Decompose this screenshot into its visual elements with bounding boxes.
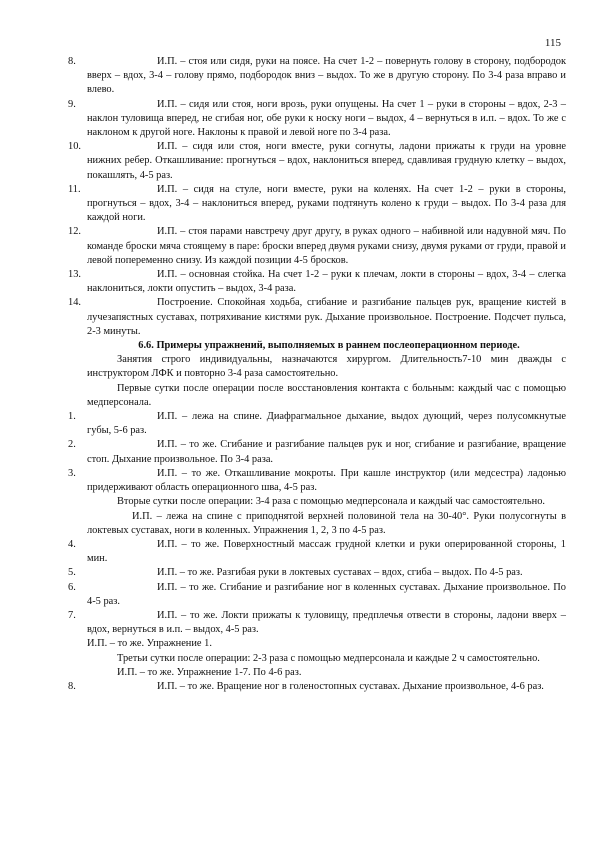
item-number: 2. <box>68 439 76 451</box>
exercise-item <box>68 410 566 438</box>
item-text: И.П. – то же. Поверхностный массаж грудной клетки и руки оперированной стороны, 1 мин. <box>87 538 566 565</box>
exercise-item <box>68 680 566 694</box>
exercise-item <box>68 55 566 98</box>
exercise-item <box>68 438 566 466</box>
item-text: И.П. – то же. Откашливание мокроты. При кашле инструктор (или медсестра) ладонью придерживают область операционного шва, 4-5 раз. <box>87 467 566 494</box>
section-heading: 6.6. Примеры упражнений, выполняемых в раннем послеоперационном периоде. <box>138 340 520 352</box>
paragraph: И.П. – то же. Упражнение 1-7. По 4-6 раз. <box>117 666 302 678</box>
exercise-item <box>68 538 566 566</box>
item-number: 8. <box>68 680 76 692</box>
item-number: 4. <box>68 538 76 550</box>
exercise-item <box>68 268 566 296</box>
item-text: И.П. – стоя или сидя, руки на поясе. На счет 1-2 – повернуть голову в сторону, подбородок вверх – вдох, 3-4 – голову прямо, подбородок вниз – выдох. То же в другую сторону. По 3-4 раза вправо и влево. <box>87 56 566 96</box>
item-text: И.П. – то же. Локти прижаты к туловищу, предплечья отвести в стороны, ладони вверх – вдох, вернуться в и.п. – выдох, 4-5 раз. <box>87 609 566 636</box>
item-number: 12. <box>68 226 81 238</box>
item-text: И.П. – сидя на стуле, ноги вместе, руки на коленях. На счет 1-2 – руки в стороны, прогнуться – вдох, 3-4 – наклониться вперед, руками подтянуть колено к груди – выдох. По 3-4 раза для каждой ноги. <box>87 183 566 224</box>
item-number: 6. <box>68 581 76 593</box>
item-number: 13. <box>68 269 81 281</box>
exercise-item <box>68 467 566 495</box>
exercise-item <box>68 183 566 226</box>
item-number: 3. <box>68 467 76 479</box>
exercise-item <box>68 609 566 637</box>
exercise-item <box>68 140 566 183</box>
paragraph: Занятия строго индивидуальны, назначаются хирургом. Длительность7-10 мин дважды с инструктором ЛФК и повторно 3-4 раза самостоятельно. <box>87 354 566 380</box>
item-number: 1. <box>68 411 76 423</box>
paragraph: И.П. – то же. Упражнение 1. <box>87 638 212 650</box>
item-text: И.П. – сидя или стоя, ноги вместе, руки согнуты, ладони прижаты к груди на уровне нижних ребер. Откашливание: прогнуться – вдох, наклониться вперед, сдавливая грудную клетку – выдох, покашлять, 4-5 раз. <box>87 141 566 181</box>
exercise-item <box>68 296 566 339</box>
exercise-item <box>68 581 566 609</box>
item-text: И.П. – основная стойка. На счет 1-2 – руки к плечам, локти в стороны – вдох, 3-4 – слегка наклониться, локти опустить – выдох, 3-4 раза. <box>87 269 566 295</box>
page-number: 115 <box>544 37 561 49</box>
paragraph: Вторые сутки после операции: 3-4 раза с помощью медперсонала и каждый час самостоятельно. <box>117 496 545 508</box>
exercise-item <box>68 566 566 580</box>
item-text: И.П. – то же. Сгибание и разгибание пальцев рук и ног, сгибание и разгибание, вращение стоп. Дыхание произвольное. По 3-4 раза. <box>87 439 566 465</box>
item-text: И.П. – сидя или стоя, ноги врозь, руки опущены. На счет 1 – руки в стороны – вдох, 2-3 – наклон туловища вперед, не сгибая ног, обе руки к носку ноги – выдох, 4 – вернуться в и.п. – вдох. То же с наклоном к другой ноге. Наклоны к правой и левой ноге по 3-4 раза. <box>87 98 566 139</box>
document-body <box>68 55 566 694</box>
paragraph: Третьи сутки после операции: 2-3 раза с помощью медперсонала и каждые 2 ч самостоятельно. <box>117 652 540 664</box>
item-text: Построение. Спокойная ходьба, сгибание и разгибание пальцев рук, вращение кистей в лучезапястных суставах, потряхивание кистями рук. Дыхание произвольное. Построение. Подсчет пульса, 2-3 минуты. <box>87 297 566 337</box>
item-number: 10. <box>68 141 81 153</box>
item-text: И.П. – то же. Разгибая руки в локтевых суставах – вдох, сгиба – выдох. По 4-5 раз. <box>157 567 523 579</box>
exercise-item <box>68 225 566 268</box>
item-number: 14. <box>68 297 81 309</box>
paragraph: И.П. – лежа на спине с приподнятой верхней половиной тела на 30-40°. Руки полусогнуты в локтевых суставах, ноги в коленных. Упражнения 1, 2, 3 по 4-5 раз. <box>87 510 566 536</box>
paragraph: Первые сутки после операции после восстановления контакта с больным: каждый час с помощью медперсонала. <box>87 382 566 408</box>
item-number: 8. <box>68 56 76 67</box>
item-number: 11. <box>68 183 81 195</box>
item-number: 5. <box>68 567 76 579</box>
item-text: И.П. – то же. Вращение ног в голеностопных суставах. Дыхание произвольное, 4-6 раз. <box>157 680 544 692</box>
item-text: И.П. – лежа на спине. Диафрагмальное дыхание, выдох дующий, через полусомкнутые губы, 5-6 раз. <box>87 411 566 437</box>
item-text: И.П. – стоя парами навстречу друг другу, в руках одного – набивной или надувной мяч. По команде броски мяча стоящему в паре: броски вперед двумя руками снизу, двумя руками от груди, правой и левой попеременно снизу. Из каждой позиции 4-5 бросков. <box>87 226 566 266</box>
item-number: 7. <box>68 609 76 621</box>
item-number: 9. <box>68 98 76 110</box>
item-text: И.П. – то же. Сгибание и разгибание ног в коленных суставах. Дыхание произвольное. По 4-5 раз. <box>87 581 566 607</box>
exercise-item <box>68 98 566 141</box>
